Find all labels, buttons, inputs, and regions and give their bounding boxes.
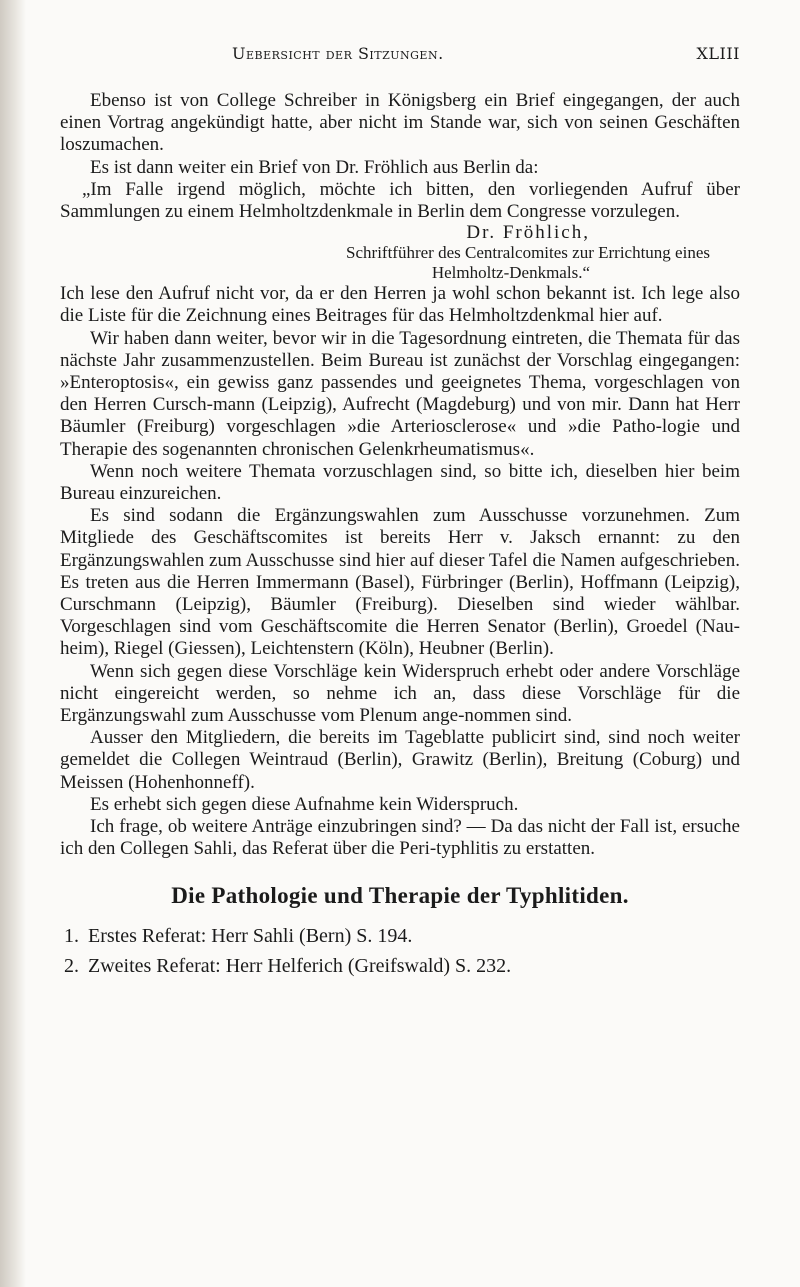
signature-block <box>60 223 710 283</box>
section-title: Die Pathologie und Therapie der Typhlitiden. <box>171 882 629 908</box>
list-item <box>64 951 740 981</box>
paragraph: Ausser den Mitgliedern, die bereits im Tageblatte publicirt sind, sind noch weiter gemeldet die Collegen Weintraud (Berlin), Grawitz (Berlin), Breitung (Coburg) und Meissen (Hohenhonneff). <box>60 727 740 793</box>
paragraph: Ebenso ist von College Schreiber in Königsberg ein Brief eingegangen, der auch einen Vortrag angekündigt hatte, aber nicht im Stande war, sich von seinen Geschäften loszumachen. <box>60 90 740 156</box>
paragraph: Ich lese den Aufruf nicht vor, da er den Herren ja wohl schon bekannt ist. Ich lege also die Liste für die Zeichnung eines Beitrages für das Helmholtzdenkmal hier auf. <box>60 283 740 327</box>
paragraph: Ich frage, ob weitere Anträge einzubringen sind? — Da das nicht der Fall ist, ersuche ich den Collegen Sahli, das Referat über die Peri-typhlitis zu erstatten. <box>60 816 740 860</box>
quote-text: „Im Falle irgend möglich, möchte ich bitten, den vorliegenden Aufruf über Sammlungen zu einem Helmholtzdenkmale in Berlin dem Congresse vorzulegen. <box>60 178 740 223</box>
page-number: XLIII <box>696 44 740 63</box>
paragraph: Wir haben dann weiter, bevor wir in die Tagesordnung eintreten, die Themata für das nächste Jahr zusammenzustellen. Beim Bureau ist zunächst der Vorschlag eingegangen: »Enteroptosis«, ein gewiss ganz passendes und geeignetes Thema, vorgeschlagen von den Herren Cursch-mann (Leipzig), Aufrecht (Magdeburg) und von mir. Dann hat Herr Bäumler (Freiburg) vorgeschlagen »die Arteriosclerose« und »die Patho-logie und Therapie des sogenannten chronischen Gelenkrheumatismus«. <box>60 327 740 460</box>
page-edge-shadow <box>0 0 26 1287</box>
paragraph: Es sind sodann die Ergänzungswahlen zum Ausschusse vorzunehmen. Zum Mitgliede des Geschäftscomites ist bereits Herr v. Jaksch ernannt: zu den Ergänzungswahlen zum Ausschusse sind hier auf dieser Tafel die Namen aufgeschrieben. Es treten aus die Herren Immermann (Basel), Fürbringer (Berlin), Hoffmann (Leipzig), Curschmann (Leipzig), Bäumler (Freiburg). Dieselben sind wieder wählbar. Vorgeschlagen sind vom Geschäftscomite die Herren Senator (Berlin), Groedel (Nau-heim), Riegel (Giessen), Leichtenstern (Köln), Heubner (Berlin). <box>60 505 740 660</box>
list-item-number: 2. <box>64 954 79 977</box>
paragraph: Es ist dann weiter ein Brief von Dr. Fröhlich aus Berlin da: <box>90 156 539 178</box>
paragraph: Es erhebt sich gegen diese Aufnahme kein Widerspruch. <box>90 793 519 815</box>
paragraph: Wenn sich gegen diese Vorschläge kein Widerspruch erhebt oder andere Vorschläge nicht eingereicht werden, so nehme ich an, dass diese Vorschläge für die Ergänzungswahl zum Ausschusse vom Plenum ange-nommen sind. <box>60 660 740 727</box>
quoted-letter <box>60 179 740 283</box>
list-item-text: Zweites Referat: Herr Helferich (Greifswald) S. 232. <box>88 954 512 977</box>
body-text <box>60 90 740 981</box>
paragraph: Wenn noch weitere Themata vorzuschlagen sind, so bitte ich, dieselben hier beim Bureau einzureichen. <box>60 460 740 505</box>
running-title: Uebersicht der Sitzungen. <box>232 44 444 63</box>
signature-name: Dr. Fröhlich, <box>466 222 590 244</box>
signature-title: Schriftführer des Centralcomites zur Errichtung eines <box>346 243 710 263</box>
signature-title: Helmholtz-Denkmals.“ <box>431 263 590 283</box>
list-item-text: Erstes Referat: Herr Sahli (Bern) S. 194. <box>88 924 413 947</box>
list-item-number: 1. <box>64 924 79 947</box>
list-item <box>64 921 740 951</box>
